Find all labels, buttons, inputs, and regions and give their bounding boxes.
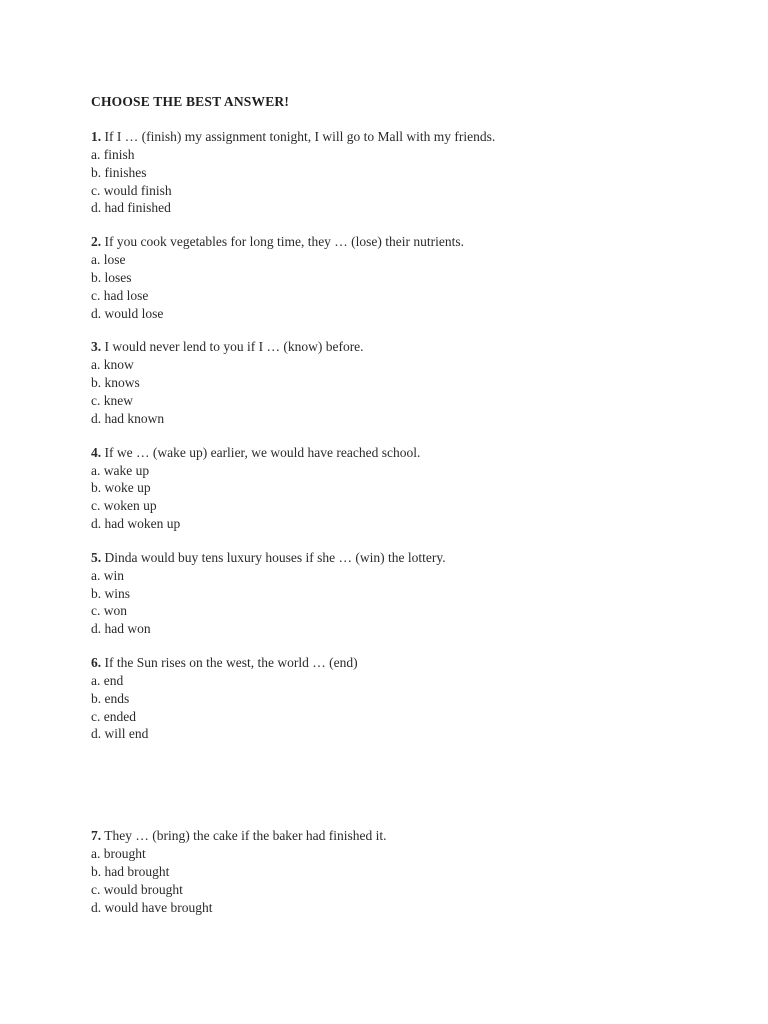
question-3: [91, 338, 731, 427]
option-c: c. knew: [91, 392, 133, 408]
question-text: If we … (wake up) earlier, we would have reached school.: [101, 444, 421, 460]
option-a: a. wake up: [91, 462, 150, 478]
option-d: d. would lose: [91, 305, 164, 321]
option-c: c. won: [91, 603, 127, 619]
question-text: They … (bring) the cake if the baker had finished it.: [101, 828, 387, 844]
option-b: b. loses: [91, 269, 132, 285]
option-c: c. woken up: [91, 498, 157, 514]
option-d: d. had won: [91, 621, 151, 637]
question-text: If I … (finish) my assignment tonight, I will go to Mall with my friends.: [101, 129, 496, 144]
question-stem: [91, 128, 731, 146]
question-number: 1.: [91, 129, 102, 144]
question-4: [91, 444, 731, 533]
question-stem: [91, 444, 731, 462]
option-b: b. wins: [91, 585, 131, 601]
question-number: 2.: [91, 234, 102, 250]
option-d: d. will end: [91, 726, 149, 742]
option-b: b. knows: [91, 375, 140, 391]
option-d: d. had known: [91, 410, 165, 426]
question-1: [91, 128, 731, 217]
question-7: [91, 827, 731, 916]
worksheet-title: CHOOSE THE BEST ANSWER!: [91, 94, 290, 109]
question-2: [91, 233, 731, 322]
question-5: [91, 549, 731, 638]
option-a: a. brought: [91, 846, 146, 862]
option-c: c. would finish: [91, 182, 172, 198]
option-a: a. know: [91, 357, 134, 373]
worksheet: [91, 93, 731, 932]
question-number: 6.: [91, 654, 102, 670]
question-number: 3.: [91, 339, 102, 355]
question-stem: [91, 338, 731, 356]
option-b: b. finishes: [91, 164, 147, 180]
question-stem: [91, 549, 731, 567]
option-a: a. finish: [91, 147, 135, 162]
option-d: d. had woken up: [91, 515, 181, 531]
option-d: d. had finished: [91, 200, 171, 216]
question-text: If the Sun rises on the west, the world … (end): [101, 654, 358, 670]
question-number: 5.: [91, 549, 102, 565]
option-b: b. had brought: [91, 863, 170, 879]
option-c: c. would brought: [91, 881, 183, 897]
option-c: c. had lose: [91, 287, 149, 303]
question-text: Dinda would buy tens luxury houses if she … (win) the lottery.: [101, 549, 446, 565]
option-a: a. end: [91, 672, 124, 688]
option-b: b. woke up: [91, 480, 151, 496]
option-a: a. lose: [91, 252, 126, 268]
question-stem: [91, 827, 731, 845]
question-6: [91, 654, 731, 743]
question-number: 7.: [91, 828, 102, 844]
question-text: I would never lend to you if I … (know) before.: [101, 339, 364, 355]
question-stem: [91, 654, 731, 672]
option-d: d. would have brought: [91, 899, 213, 915]
question-stem: [91, 233, 731, 251]
option-c: c. ended: [91, 708, 136, 724]
option-b: b. ends: [91, 690, 130, 706]
question-number: 4.: [91, 444, 102, 460]
option-a: a. win: [91, 567, 124, 583]
question-text: If you cook vegetables for long time, they … (lose) their nutrients.: [101, 234, 465, 250]
